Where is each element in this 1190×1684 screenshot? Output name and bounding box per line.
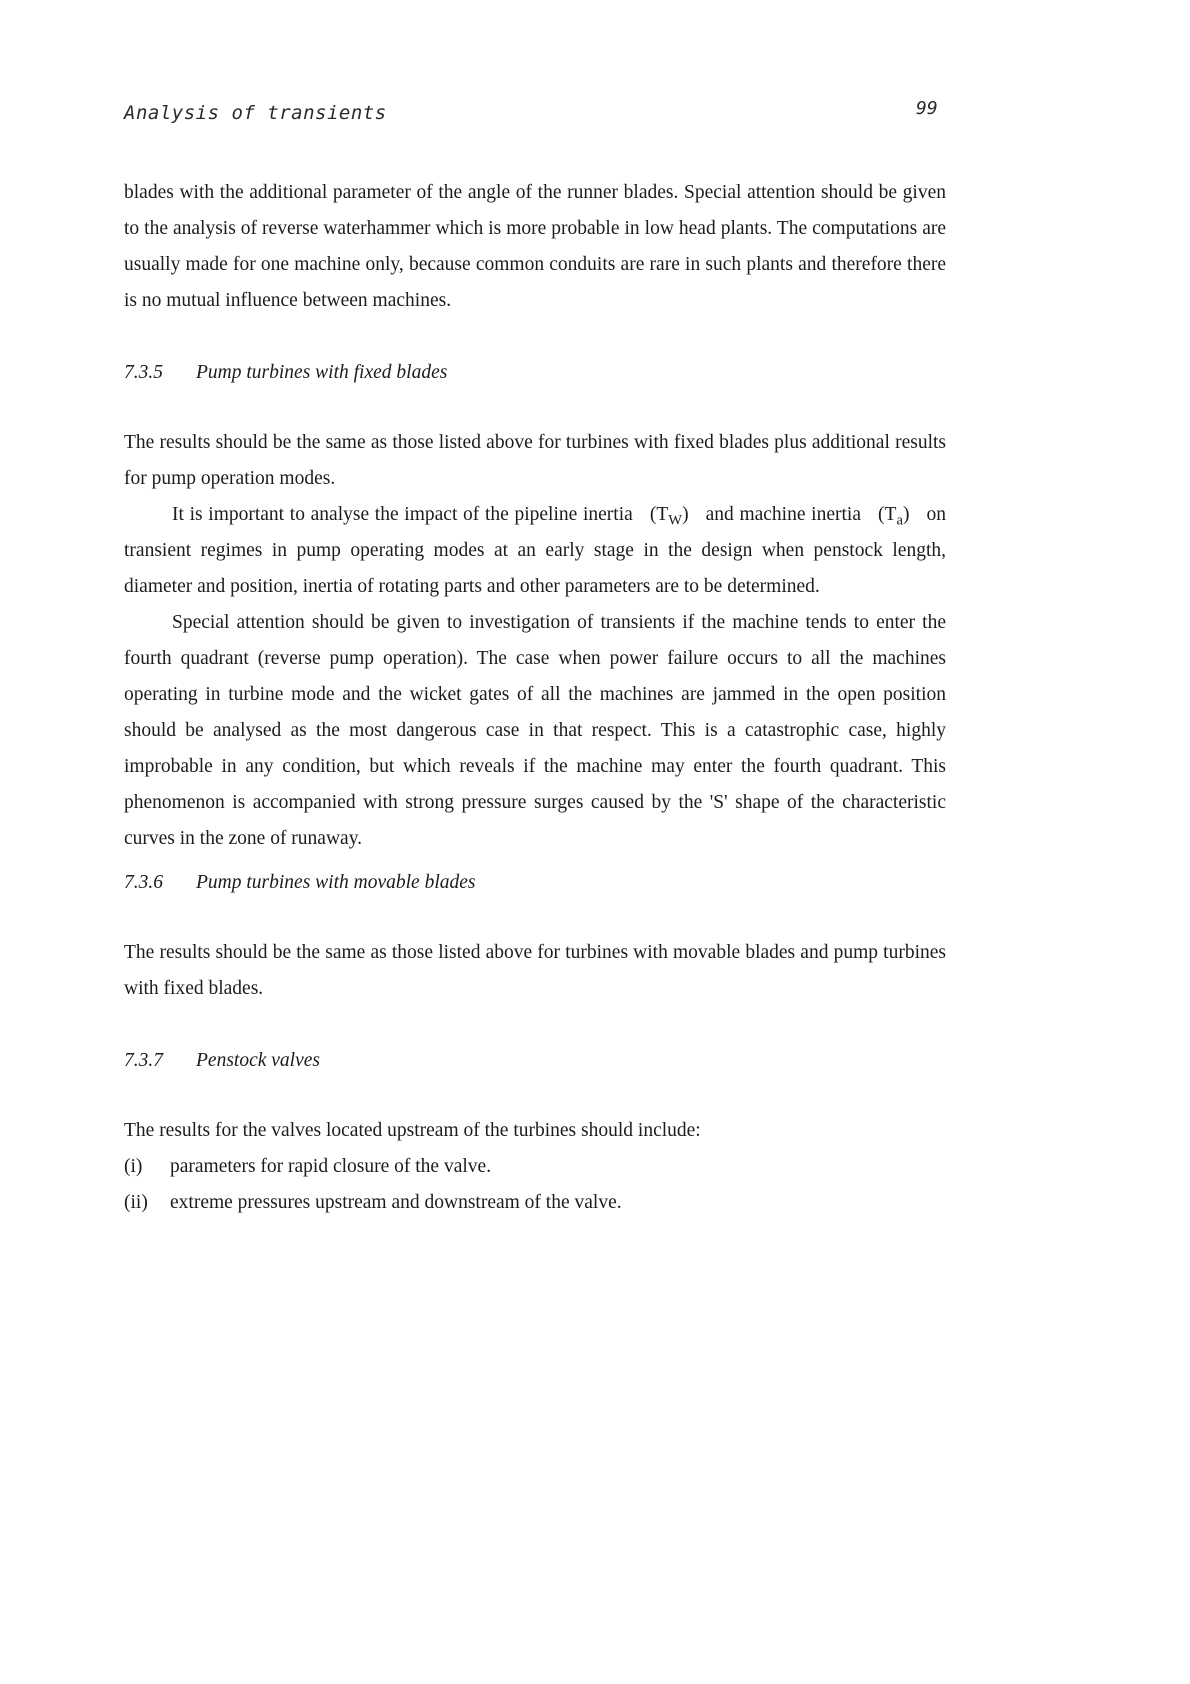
- symbol-subscript-a: a: [896, 512, 903, 529]
- running-title: Analysis of transients: [124, 102, 387, 124]
- section-number: 7.3.7: [124, 1050, 163, 1071]
- symbol-t: T: [656, 504, 669, 525]
- section-number: 7.3.6: [124, 872, 163, 893]
- section-number: 7.3.5: [124, 362, 163, 383]
- section-title: Pump turbines with fixed blades: [196, 362, 448, 383]
- section-heading-7-3-6: [124, 865, 946, 901]
- section-heading-7-3-7: [124, 1043, 946, 1079]
- paragraph-text: It is important to analyse the impact of the pipeline inertia: [172, 504, 633, 525]
- section-title: Penstock valves: [196, 1050, 320, 1071]
- list-item-text: parameters for rapid closure of the valve.: [170, 1156, 492, 1177]
- section-7-3-5-paragraph-2: It is important to analyse the impact of the pipeline inertia $(T_W)$ and machine inertia $(T_a)$ on transient regimes in pump operating modes at an early stage in the design when penstock length, diameter and position, inertia of rotating parts and other parameters are to be determined.: [124, 504, 946, 597]
- page-number: 99: [916, 98, 938, 119]
- section-7-3-6-paragraph-1: The results should be the same as those listed above for turbines with movable blades and pump turbines with fixed blades.: [124, 942, 946, 999]
- symbol-t: T: [884, 504, 897, 525]
- section-7-3-7-intro: The results for the valves located upstream of the turbines should include:: [124, 1120, 701, 1141]
- list-marker: (ii): [124, 1192, 148, 1213]
- section-heading-7-3-5: [124, 355, 946, 391]
- list-item-text: extreme pressures upstream and downstream of the valve.: [170, 1192, 622, 1213]
- list-marker: (i): [124, 1156, 143, 1177]
- list-item: [124, 1149, 946, 1185]
- paragraph-text: on transient regimes in pump operating modes at an early stage in the design when penstock length, diameter and position, inertia of rotating parts and other parameters are to be determined.: [124, 504, 946, 597]
- page-body: [124, 175, 946, 1221]
- intro-paragraph: blades with the additional parameter of the angle of the runner blades. Special attention should be given to the analysis of reverse waterhammer which is more probable in low head plants. The computations are usually made for one machine only, because common conduits are rare in such plants and therefore there is no mutual influence between machines.: [124, 182, 946, 311]
- symbol-subscript-w: W: [668, 512, 683, 529]
- section-7-3-5-paragraph-3: Special attention should be given to investigation of transients if the machine tends to enter the fourth quadrant (reverse pump operation). The case when power failure occurs to all the machines operating in turbine mode and the wicket gates of all the machines are jammed in the open position should be analysed as the most dangerous case in that respect. This is a catastrophic case, highly improbable in any condition, but which reveals if the machine may enter the fourth quadrant. This phenomenon is accompanied with strong pressure surges caused by the 'S' shape of the characteristic curves in the zone of runaway.: [124, 612, 946, 849]
- list-item: [124, 1185, 946, 1221]
- section-title: Pump turbines with movable blades: [196, 872, 476, 893]
- paragraph-text: and machine inertia: [705, 504, 861, 525]
- section-7-3-5-paragraph-1: The results should be the same as those listed above for turbines with fixed blades plus additional results for pump operation modes.: [124, 432, 946, 489]
